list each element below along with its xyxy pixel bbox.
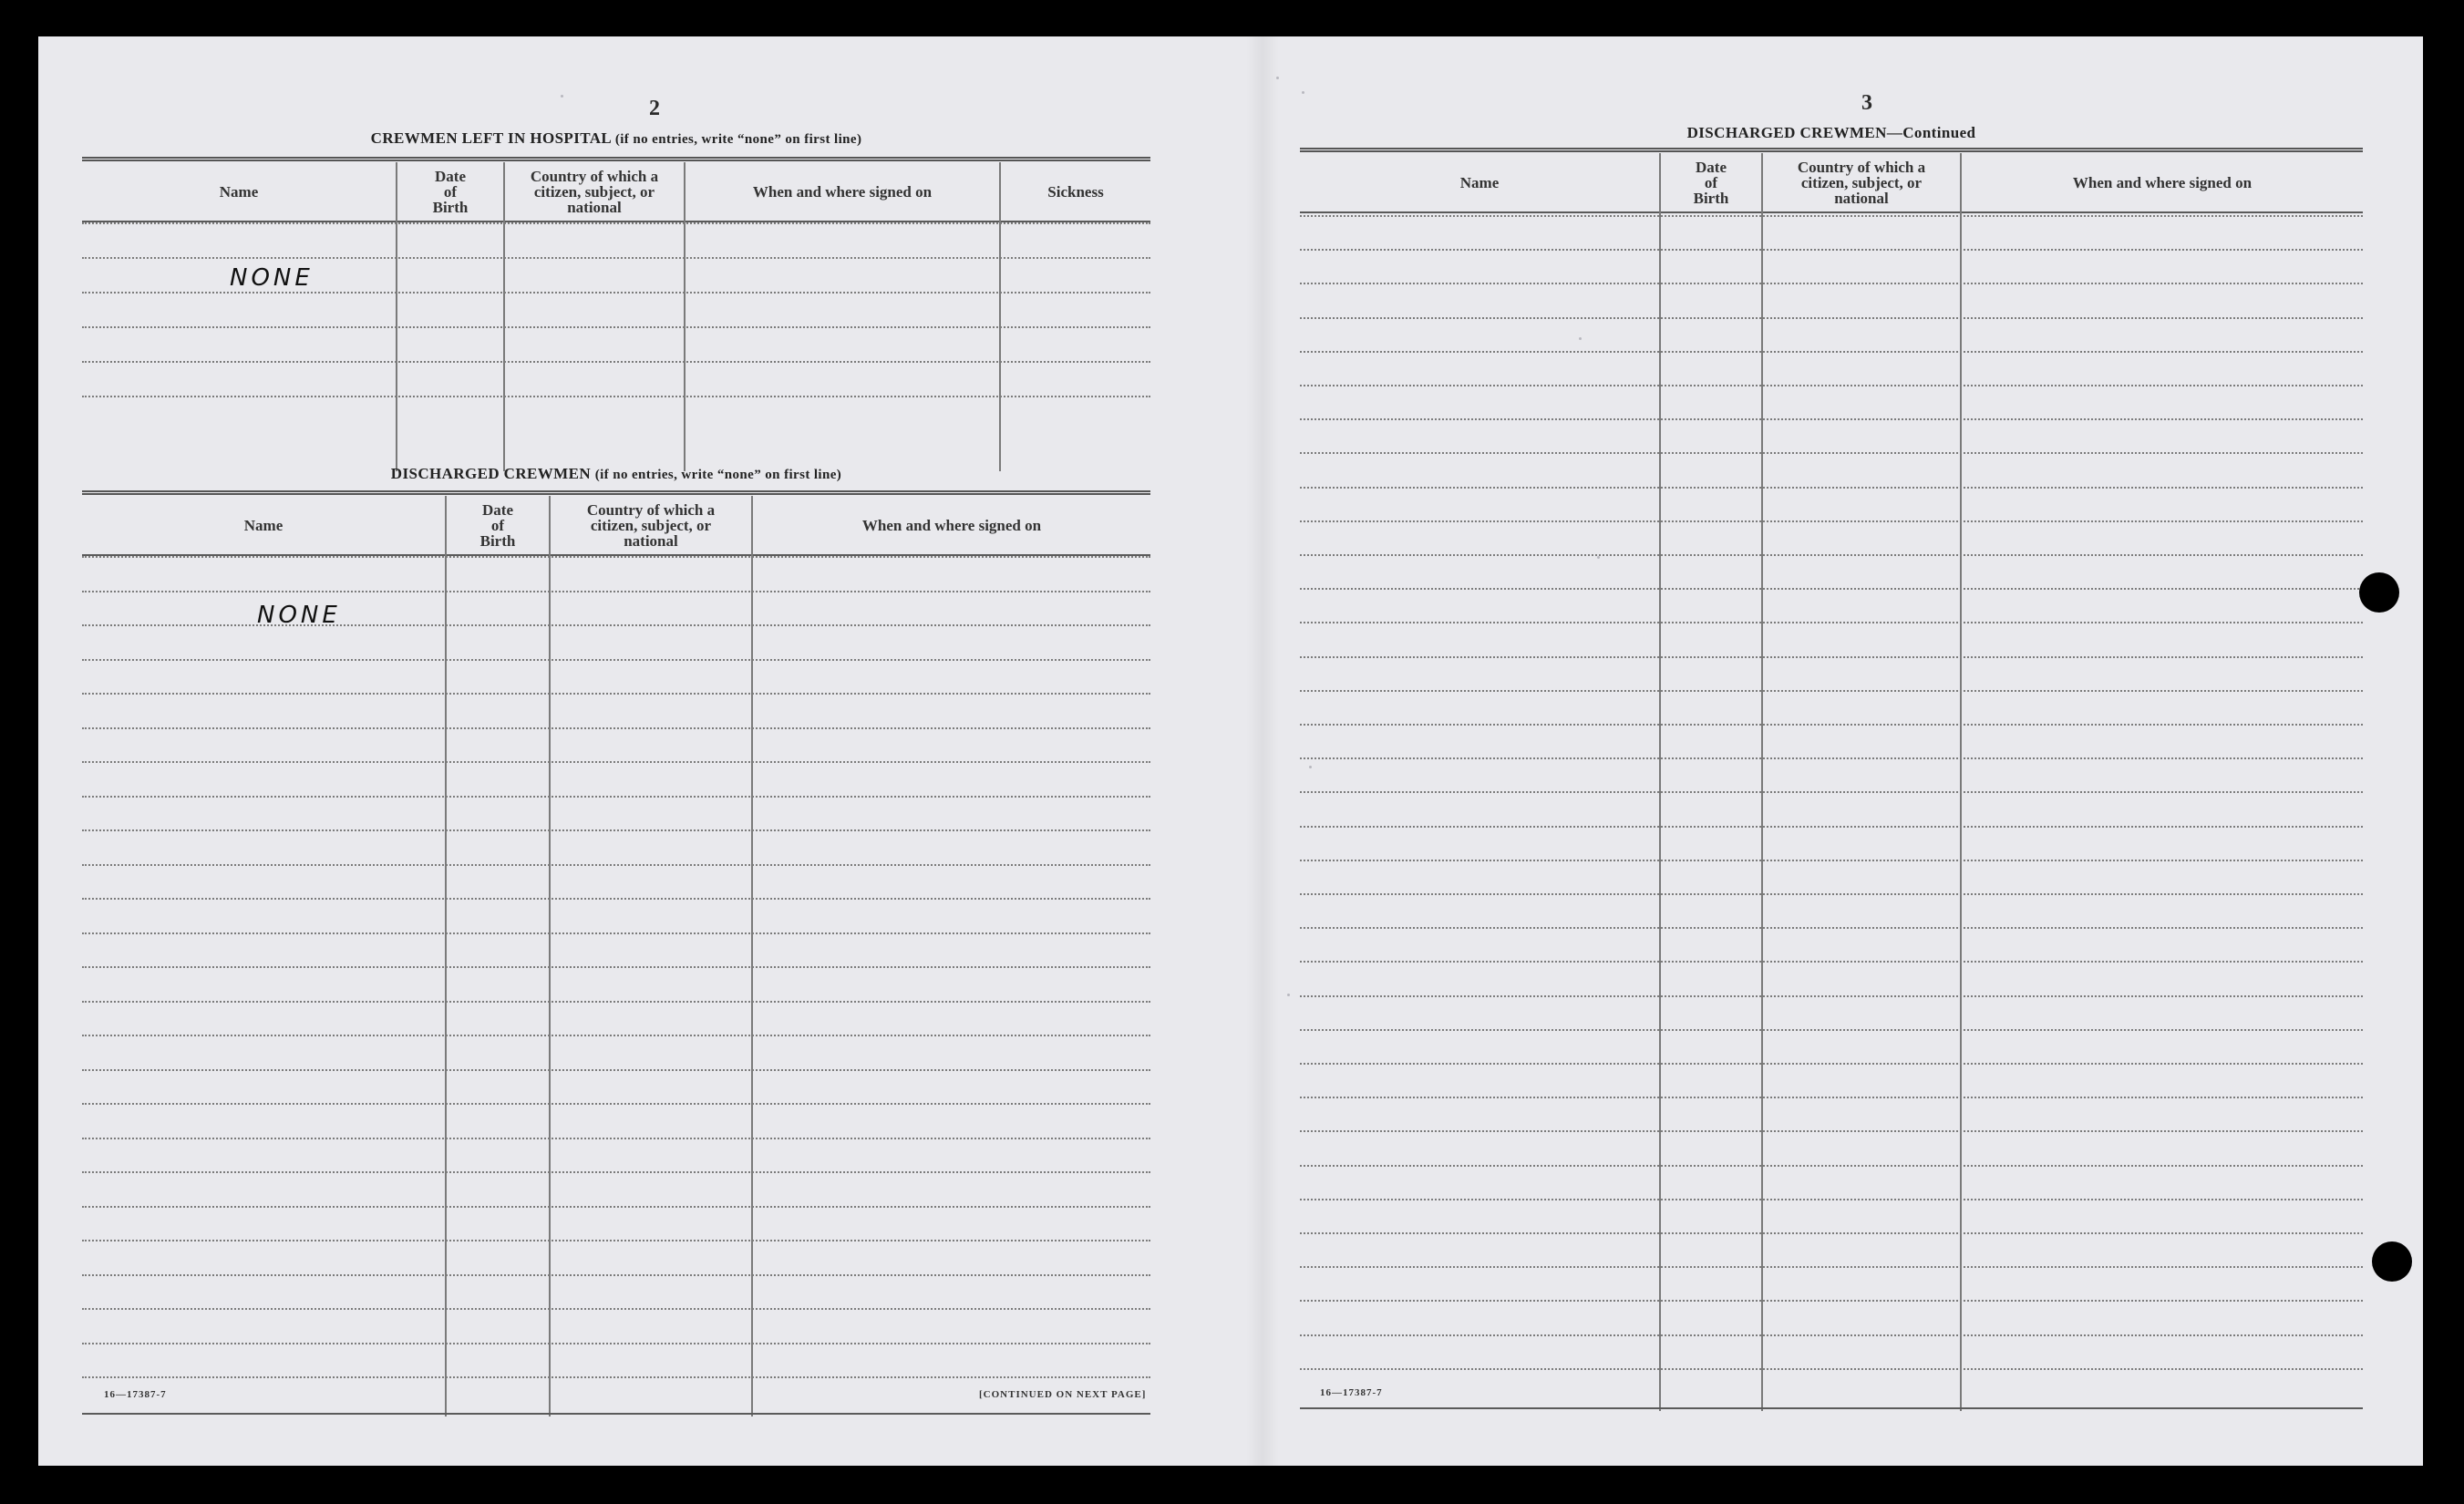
paper-speck	[1302, 91, 1304, 94]
hospital-table	[82, 157, 1150, 471]
continued-note: [CONTINUED ON NEXT PAGE]	[979, 1389, 1147, 1400]
ruled-line	[1300, 452, 2363, 454]
ruled-line	[1300, 215, 2363, 217]
col-head-signed-on: When and where signed on	[861, 516, 1042, 534]
paper-speck	[1579, 337, 1582, 340]
ruled-line	[82, 1103, 1150, 1105]
discharged-table	[82, 490, 1150, 1416]
ruled-line	[82, 1308, 1150, 1310]
ruled-line	[82, 898, 1150, 900]
ruled-line	[1300, 1029, 2363, 1031]
ruled-line	[82, 1343, 1150, 1344]
ruled-line	[82, 1274, 1150, 1276]
col-head-name: Name	[1459, 173, 1500, 191]
ruled-line	[82, 624, 1150, 626]
col-head-signed-on: When and where signed on	[752, 182, 933, 201]
paper-speck	[1276, 77, 1279, 79]
ruled-line	[82, 1035, 1150, 1036]
table-header	[1300, 153, 2363, 213]
ruled-line	[1300, 893, 2363, 895]
ruled-line	[1300, 1266, 2363, 1268]
page-number: 2	[649, 97, 660, 120]
col-head-date-of-birth: Date of Birth	[432, 167, 469, 216]
table-bottom-rule	[82, 1413, 1150, 1415]
ruled-line	[1300, 927, 2363, 929]
form-code: 16—17387-7	[1320, 1387, 1383, 1398]
discharged-continued-title: DISCHARGED CREWMEN—Continued	[1686, 124, 1976, 141]
form-code: 16—17387-7	[104, 1389, 167, 1400]
ruled-line	[1300, 1165, 2363, 1167]
column-divider	[549, 496, 551, 1416]
ruled-line	[1300, 622, 2363, 623]
col-head-sickness: Sickness	[1047, 182, 1104, 201]
col-head-signed-on: When and where signed on	[2072, 173, 2253, 191]
table-top-rule	[82, 490, 1150, 495]
column-divider	[503, 162, 505, 471]
discharged-continued-table	[1300, 148, 2363, 1411]
page-number: 3	[1861, 91, 1872, 115]
ruled-line	[82, 591, 1150, 592]
ruled-line	[1300, 487, 2363, 489]
handwritten-entry: NONE	[230, 264, 314, 292]
ruled-line	[1300, 757, 2363, 759]
ruled-line	[82, 292, 1150, 294]
column-divider	[445, 496, 447, 1416]
ruled-line	[82, 966, 1150, 968]
ruled-line	[82, 1171, 1150, 1173]
discharged-title-text: DISCHARGED CREWMEN	[390, 465, 592, 482]
column-divider	[396, 162, 397, 471]
col-head-country: Country of which a citizen, subject, or national	[1797, 158, 1926, 207]
discharged-section-title	[82, 465, 1150, 483]
hospital-title-text: CREWMEN LEFT IN HOSPITAL	[370, 129, 612, 147]
ruled-line	[82, 326, 1150, 328]
column-divider	[1761, 153, 1763, 1411]
table-bottom-rule	[1300, 1407, 2363, 1409]
paper-speck	[561, 95, 563, 98]
ruled-line	[1300, 1232, 2363, 1234]
page-fold	[1246, 36, 1279, 1466]
ruled-line	[1300, 418, 2363, 420]
ruled-line	[82, 1001, 1150, 1003]
ruled-line	[82, 1376, 1150, 1378]
ruled-line	[82, 796, 1150, 798]
table-header	[82, 162, 1150, 222]
ruled-line	[1300, 690, 2363, 692]
table-top-rule	[1300, 148, 2363, 152]
ruled-line	[82, 864, 1150, 866]
ruled-line	[82, 659, 1150, 661]
ruled-line	[1300, 351, 2363, 353]
ruled-line	[1300, 554, 2363, 556]
ruled-line	[1300, 656, 2363, 658]
paper-speck	[1597, 556, 1600, 559]
ruled-line	[1300, 283, 2363, 284]
table-header	[82, 496, 1150, 556]
column-divider	[751, 496, 753, 1416]
ruled-line	[82, 1138, 1150, 1139]
ruled-line	[1300, 1097, 2363, 1098]
col-head-country: Country of which a citizen, subject, or national	[586, 500, 716, 550]
ruled-line	[82, 1206, 1150, 1208]
col-head-name: Name	[219, 182, 259, 201]
form-sheet	[38, 36, 2423, 1466]
column-divider	[999, 162, 1001, 471]
ruled-line	[82, 361, 1150, 363]
ruled-line	[1300, 860, 2363, 861]
column-divider	[1960, 153, 1962, 1411]
discharged-title-note: (if no entries, write “none” on first line)	[594, 468, 842, 482]
ruled-line	[1300, 588, 2363, 590]
punch-hole	[2359, 572, 2399, 613]
ruled-line	[1300, 1130, 2363, 1132]
ruled-line	[1300, 385, 2363, 386]
punch-hole	[2372, 1241, 2412, 1282]
column-divider	[1659, 153, 1661, 1411]
ruled-line	[1300, 961, 2363, 963]
ruled-line	[82, 396, 1150, 397]
ruled-line	[1300, 1368, 2363, 1370]
ruled-line	[82, 222, 1150, 224]
ruled-line	[1300, 826, 2363, 828]
handwritten-entry: NONE	[257, 602, 341, 629]
ruled-line	[82, 1069, 1150, 1071]
ruled-line	[1300, 520, 2363, 522]
col-head-date-of-birth: Date of Birth	[479, 500, 516, 550]
ruled-line	[1300, 724, 2363, 726]
ruled-line	[82, 829, 1150, 831]
hospital-section-title	[82, 129, 1150, 148]
ruled-line	[1300, 791, 2363, 793]
hospital-title-note: (if no entries, write “none” on first line)	[614, 132, 862, 147]
col-head-date-of-birth: Date of Birth	[1693, 158, 1729, 207]
ruled-line	[82, 761, 1150, 763]
ruled-line	[1300, 317, 2363, 319]
ruled-line	[82, 727, 1150, 729]
ruled-line	[1300, 1334, 2363, 1336]
ruled-line	[82, 257, 1150, 259]
paper-speck	[1287, 994, 1290, 996]
ruled-line	[1300, 995, 2363, 997]
ruled-line	[82, 932, 1150, 934]
ruled-line	[1300, 1199, 2363, 1200]
ruled-line	[1300, 1300, 2363, 1302]
ruled-line	[1300, 249, 2363, 251]
column-divider	[684, 162, 686, 471]
ruled-line	[82, 556, 1150, 558]
ruled-line	[1300, 1063, 2363, 1065]
ruled-line	[82, 693, 1150, 695]
ruled-line	[82, 1240, 1150, 1241]
col-head-name: Name	[243, 516, 284, 534]
table-top-rule	[82, 157, 1150, 161]
col-head-country: Country of which a citizen, subject, or national	[530, 167, 659, 216]
paper-speck	[1309, 766, 1312, 768]
